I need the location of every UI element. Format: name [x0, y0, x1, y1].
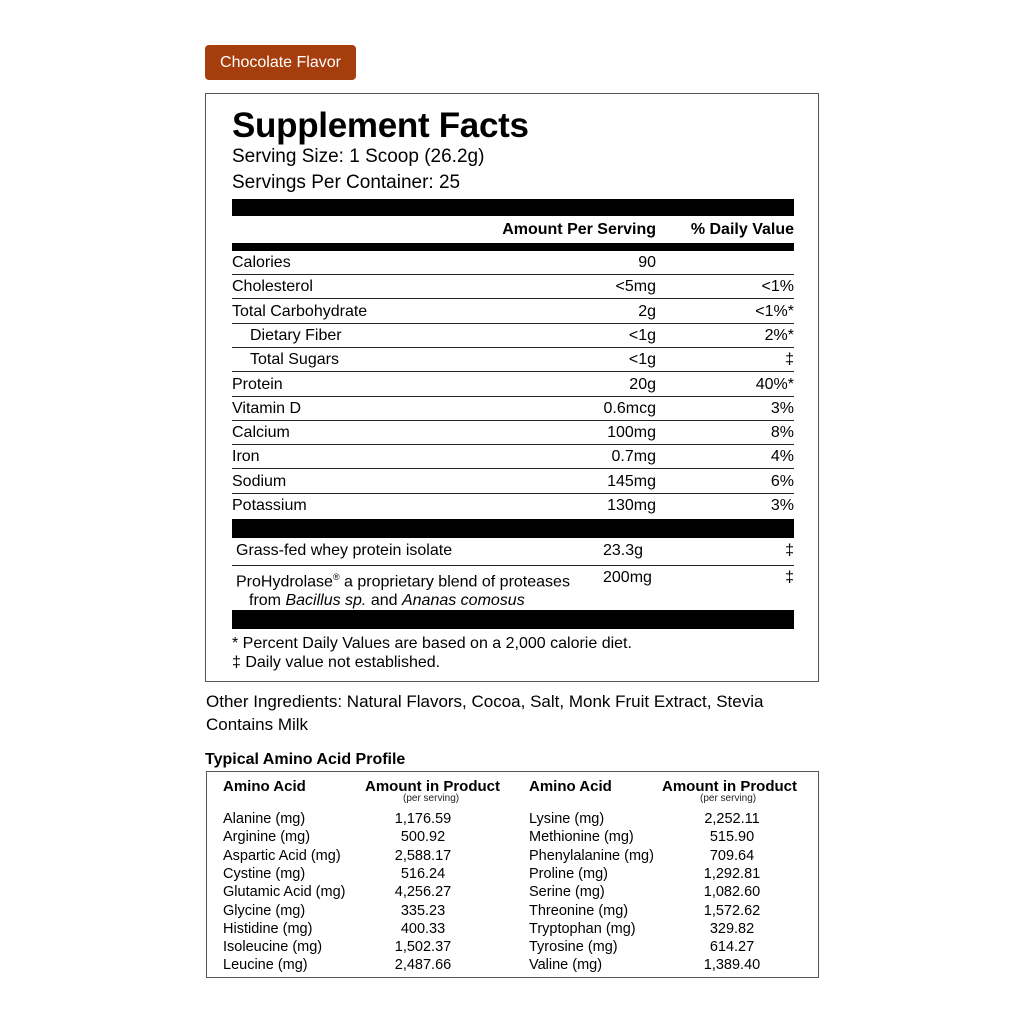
amino-value: 500.92	[400, 829, 446, 846]
thick-divider	[232, 610, 794, 629]
nutrient-row	[232, 348, 794, 372]
nutrient-name: Cholesterol	[232, 278, 313, 296]
blend-row	[232, 540, 794, 566]
other-ingredients-text: Other Ingredients: Natural Flavors, Cocoa, Salt, Monk Fruit Extract, Stevia	[206, 692, 764, 711]
nutrient-name: Vitamin D	[232, 399, 302, 417]
col-header-amino-left: Amino Acid	[223, 778, 306, 795]
blend-name: Grass-fed whey protein isolate	[236, 542, 453, 559]
nutrient-amount: 20g	[629, 375, 656, 393]
blend-name: ProHydrolase® a proprietary blend of proteases from Bacillus sp. and Ananas comosus	[236, 572, 570, 610]
nutrient-name: Total Sugars	[250, 351, 339, 369]
nutrient-dv: 3%	[770, 399, 794, 417]
amino-value: 2,252.11	[704, 811, 760, 827]
amino-name: Aspartic Acid (mg)	[223, 847, 341, 864]
allergen-statement: Contains Milk	[206, 715, 309, 734]
nutrient-amount: 0.7mg	[611, 448, 656, 466]
blend-dv: ‡	[785, 542, 794, 559]
amino-value: 1,176.59	[394, 811, 452, 827]
amino-value: 1,082.60	[703, 884, 761, 901]
nutrient-dv: ‡	[785, 351, 794, 369]
amino-value: 515.90	[709, 829, 755, 846]
nutrient-row	[232, 251, 794, 275]
amino-profile-title: Typical Amino Acid Profile	[205, 751, 406, 768]
blend-amount: 200mg	[603, 569, 652, 586]
nutrient-dv: 2%*	[764, 326, 794, 344]
nutrient-dv: 40%*	[755, 375, 794, 393]
amino-value: 1,292.81	[703, 865, 761, 882]
amino-name: Tryptophan (mg)	[529, 920, 636, 937]
nutrient-name: Iron	[232, 448, 260, 466]
amino-name: Threonine (mg)	[529, 902, 629, 919]
amino-name: Valine (mg)	[529, 957, 603, 974]
nutrient-name: Calcium	[232, 424, 290, 442]
col-header-amount-left: Amount in Product	[365, 778, 500, 795]
amino-name: Glutamic Acid (mg)	[223, 884, 346, 901]
nutrient-row	[232, 421, 794, 445]
medium-divider	[232, 243, 794, 251]
amino-name: Arginine (mg)	[223, 829, 311, 846]
amino-name: Glycine (mg)	[223, 902, 306, 919]
amino-name: Phenylalanine (mg)	[529, 847, 654, 864]
amino-name: Leucine (mg)	[223, 957, 308, 974]
nutrient-row	[232, 324, 794, 348]
amino-name: Histidine (mg)	[223, 920, 313, 937]
nutrient-name: Calories	[232, 254, 291, 271]
amino-name: Alanine (mg)	[223, 811, 306, 827]
nutrient-name: Potassium	[232, 497, 307, 514]
supplement-facts-panel	[205, 93, 819, 682]
amino-value: 516.24	[400, 865, 446, 882]
amino-value: 614.27	[709, 939, 755, 956]
amino-name: Proline (mg)	[529, 865, 608, 882]
footnote-not-established: ‡ Daily value not established.	[232, 654, 441, 671]
amino-value: 1,572.62	[703, 902, 761, 919]
col-sub-right: (per serving)	[700, 793, 757, 804]
amino-acid-table	[206, 771, 819, 978]
col-header-amino-right: Amino Acid	[529, 778, 612, 795]
nutrient-amount: 90	[638, 254, 656, 271]
amino-name: Lysine (mg)	[529, 811, 605, 827]
amino-value: 329.82	[709, 920, 755, 937]
nutrient-dv: 3%	[770, 497, 794, 514]
amino-name: Cystine (mg)	[223, 865, 306, 882]
nutrient-row	[232, 494, 794, 518]
nutrient-row	[232, 275, 794, 299]
amino-value: 2,588.17	[394, 847, 452, 864]
amino-value: 709.64	[709, 847, 755, 864]
blend-row	[232, 568, 794, 608]
flavor-badge: Chocolate Flavor	[205, 45, 356, 80]
nutrient-amount: <1g	[628, 351, 656, 369]
nutrient-amount: 100mg	[607, 424, 656, 442]
nutrient-row	[232, 300, 794, 324]
serving-size: Serving Size: 1 Scoop (26.2g)	[232, 146, 485, 167]
header-amount: Amount Per Serving	[502, 221, 656, 238]
nutrient-row	[232, 445, 794, 469]
amino-name: Serine (mg)	[529, 884, 605, 901]
col-header-amount-right: Amount in Product	[662, 778, 797, 795]
nutrient-amount: 130mg	[607, 497, 656, 514]
nutrient-row	[232, 397, 794, 421]
nutrient-amount: 145mg	[607, 472, 656, 490]
facts-title: Supplement Facts	[232, 106, 529, 145]
nutrient-dv: 4%	[770, 448, 794, 466]
nutrient-dv: 6%	[770, 472, 794, 490]
amino-name: Methionine (mg)	[529, 829, 634, 846]
nutrient-amount: 0.6mcg	[603, 399, 656, 417]
nutrient-dv: <1%*	[755, 302, 794, 320]
nutrient-row	[232, 470, 794, 494]
nutrient-dv: <1%	[761, 278, 794, 296]
nutrient-dv: 8%	[770, 424, 794, 442]
servings-per-container: Servings Per Container: 25	[232, 172, 461, 193]
col-sub-left: (per serving)	[403, 793, 460, 804]
amino-value: 1,389.40	[703, 957, 761, 974]
nutrient-amount: <5mg	[615, 278, 656, 296]
thick-divider	[232, 199, 794, 216]
amino-value: 2,487.66	[394, 957, 452, 974]
other-ingredients	[206, 690, 763, 736]
nutrient-row	[232, 373, 794, 397]
amino-value: 1,502.37	[394, 939, 452, 956]
thick-divider	[232, 519, 794, 538]
blend-dv: ‡	[785, 569, 794, 586]
footnote-daily-values: * Percent Daily Values are based on a 2,000 calorie diet.	[232, 635, 632, 652]
amino-name: Tyrosine (mg)	[529, 939, 618, 956]
nutrient-name: Sodium	[232, 472, 287, 490]
nutrient-amount: 2g	[638, 302, 656, 320]
amino-name: Isoleucine (mg)	[223, 939, 323, 956]
blend-amount: 23.3g	[603, 542, 644, 559]
header-daily-value: % Daily Value	[690, 221, 794, 238]
facts-header-row	[232, 221, 794, 241]
amino-value: 4,256.27	[394, 884, 452, 901]
nutrient-name: Total Carbohydrate	[232, 302, 368, 320]
amino-value: 335.23	[400, 902, 446, 919]
nutrient-amount: <1g	[628, 326, 656, 344]
nutrient-name: Dietary Fiber	[250, 326, 342, 344]
amino-value: 400.33	[400, 920, 446, 937]
nutrient-name: Protein	[232, 375, 283, 393]
